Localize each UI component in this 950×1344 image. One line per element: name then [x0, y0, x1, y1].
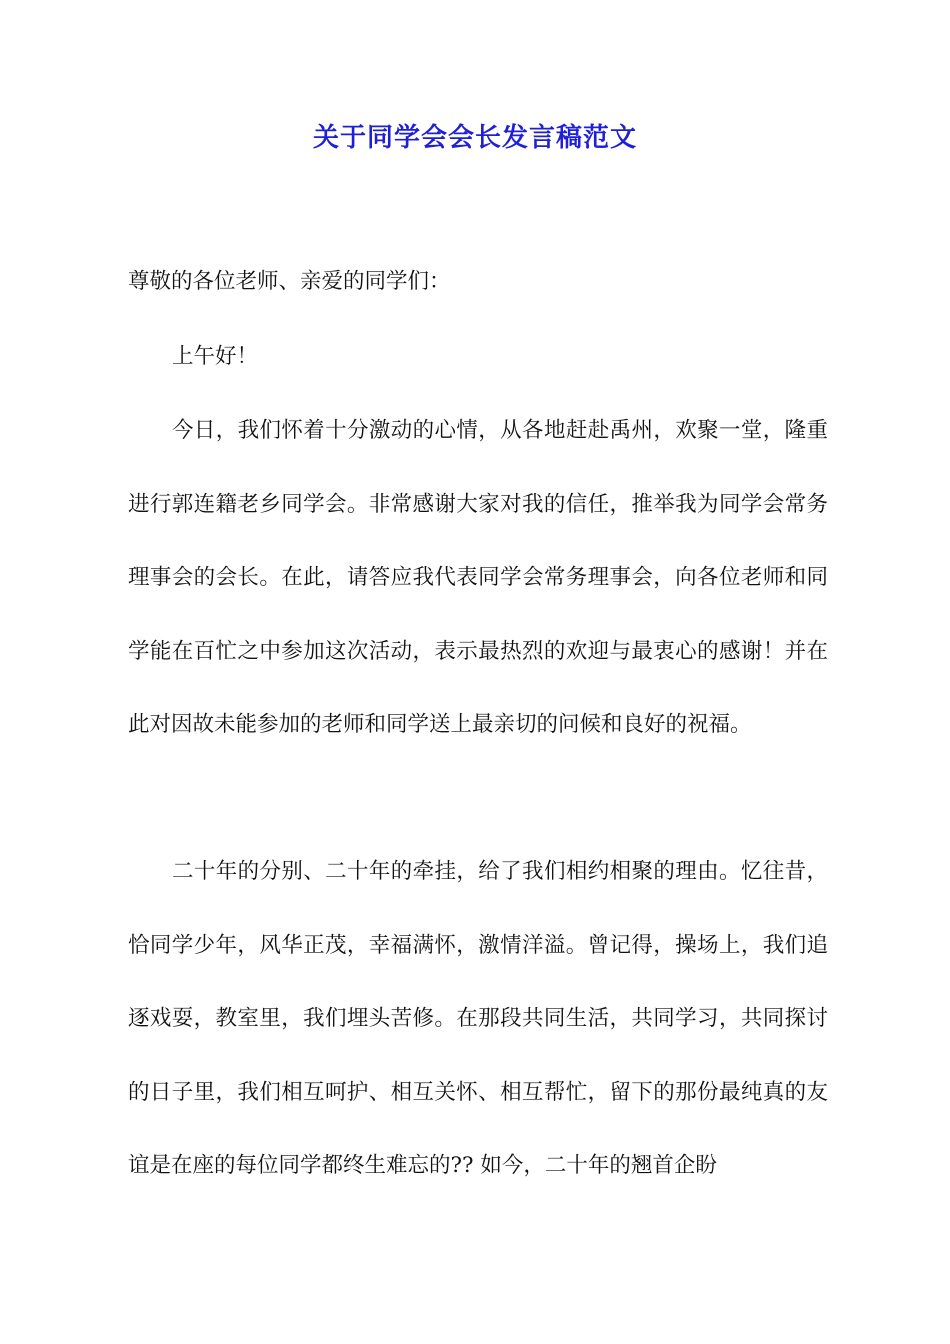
paragraph-greeting: 上午好！	[172, 344, 259, 369]
salutation: 尊敬的各位老师、亲爱的同学们：	[128, 269, 451, 294]
document-title: 关于同学会会长发言稿范文	[312, 123, 637, 153]
paragraph-welcome: 今日，我们怀着十分激动的心情，从各地赶赴禹州，欢聚一堂，隆重进行郭连籍老乡同学会。非常感谢大家对我的信任，推举我为同学会常务理事会的会长。在此，请答应我代表同学会常务理事会，向各位老师和同学能在百忙之中参加这次活动，表示最热烈的欢迎与最衷心的感谢！并在此对因故未能参加的老师和同学送上最亲切的问候和良好的祝福。	[128, 418, 828, 737]
paragraph-memories: 二十年的分别、二十年的牵挂，给了我们相约相聚的理由。忆往昔，恰同学少年，风华正茂，幸福满怀，激情洋溢。曾记得，操场上，我们追逐戏耍，教室里，我们埋头苦修。在那段共同生活，共同学习，共同探讨的日子里，我们相互呵护、相互关怀、相互帮忙，留下的那份最纯真的友谊是在座的每位同学都终生难忘的?? 如今，二十年的翘首企盼	[128, 859, 828, 1178]
